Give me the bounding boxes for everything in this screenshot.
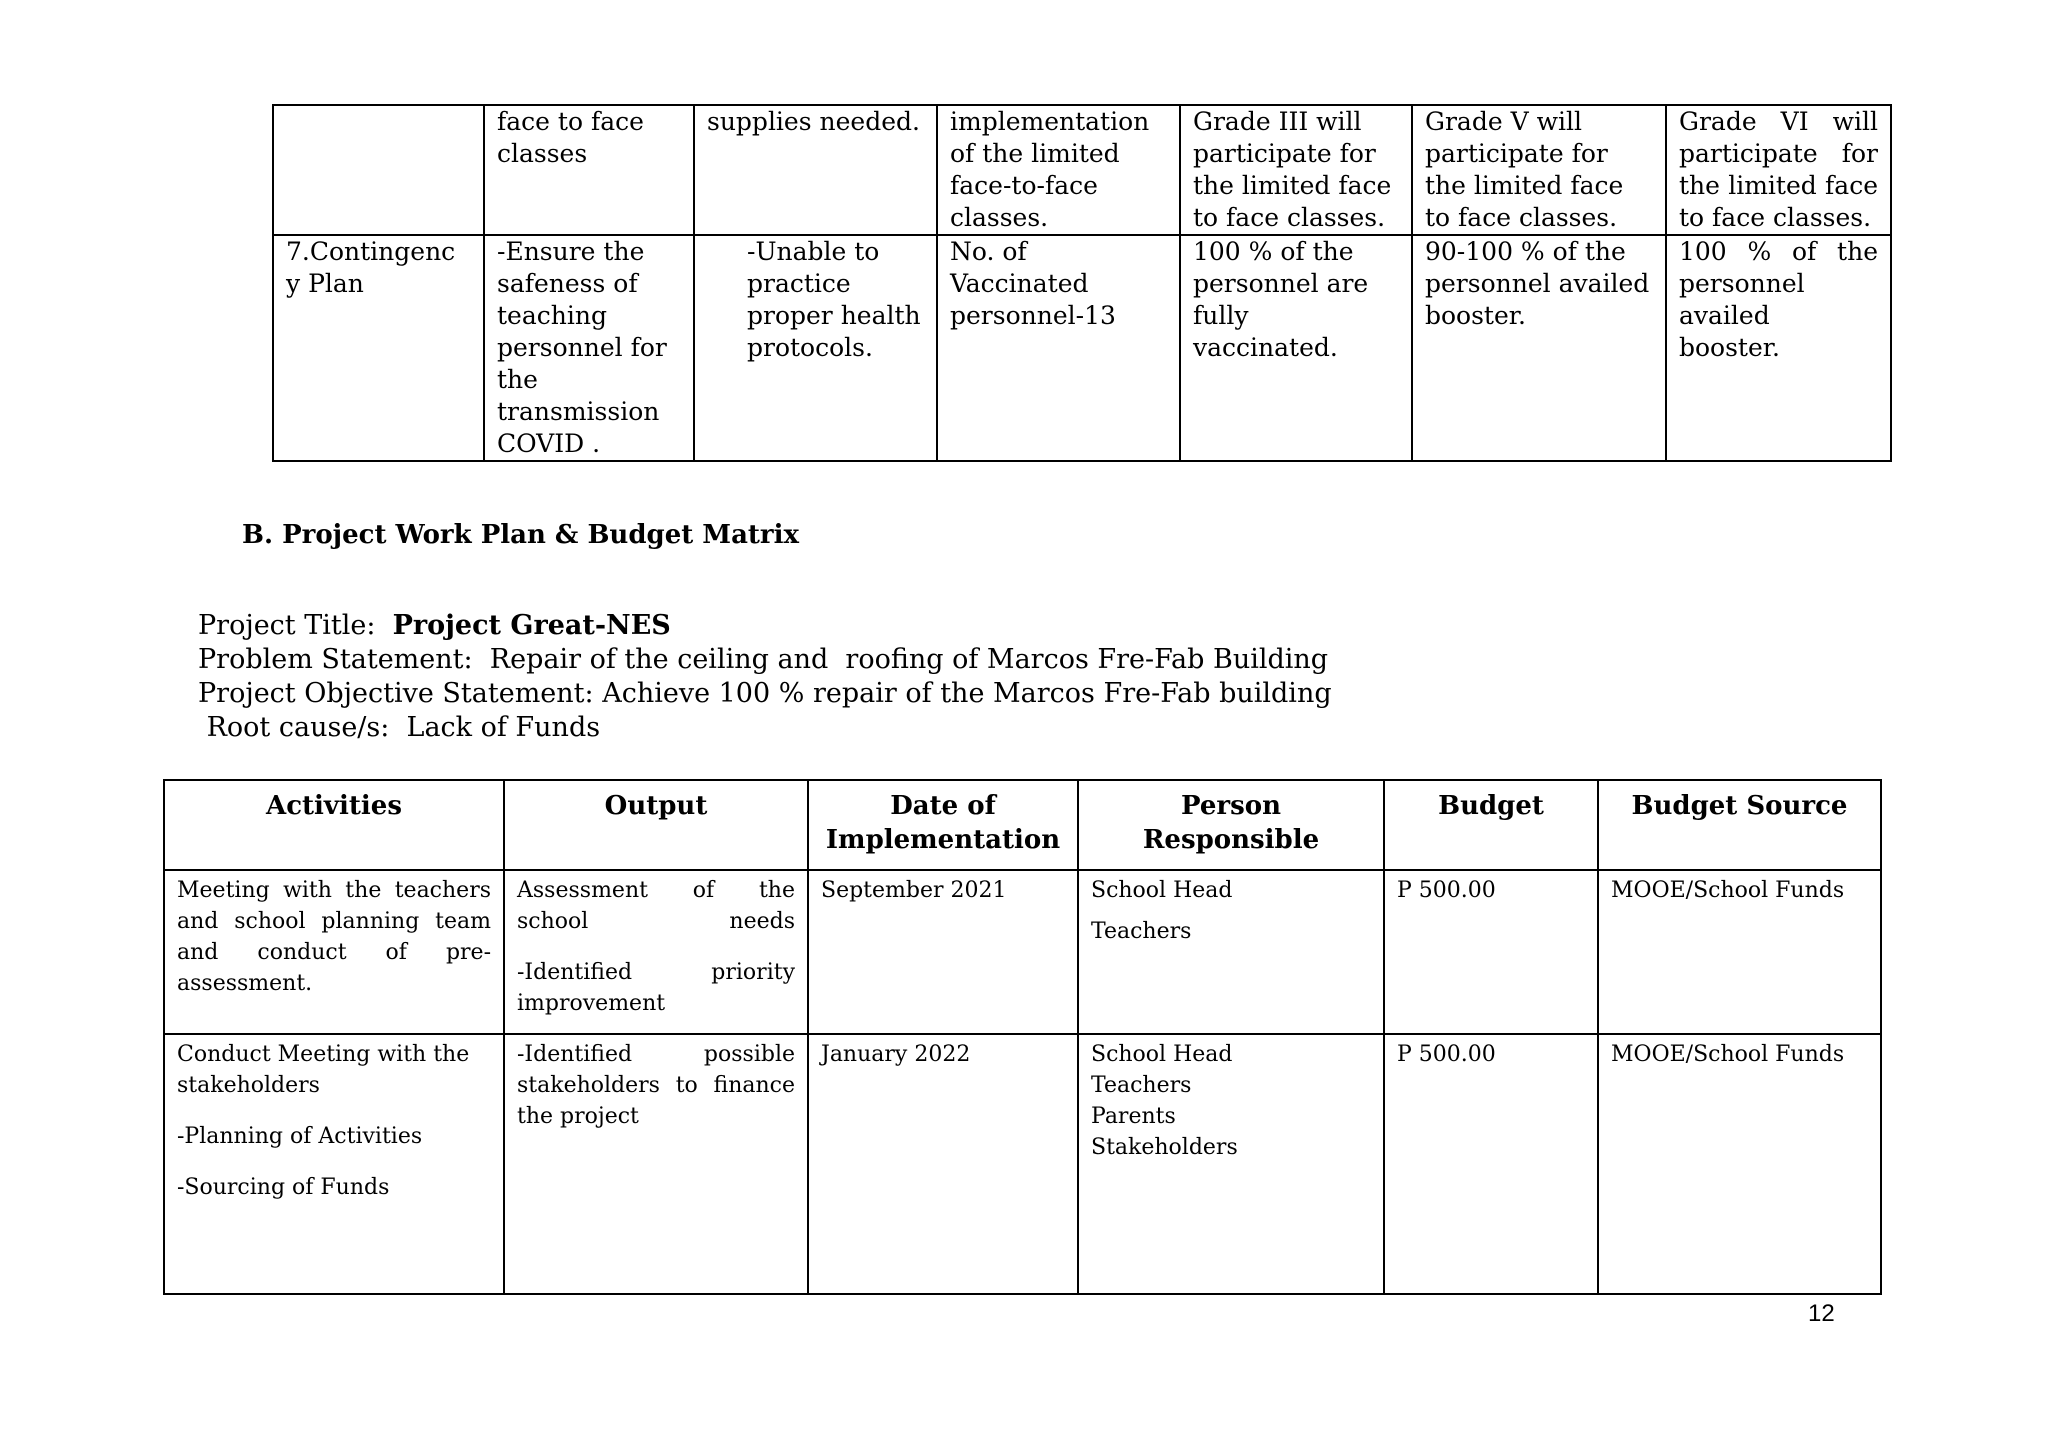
activity-text: -Sourcing of Funds [177, 1175, 390, 1200]
date-cell: January 2022 [808, 1034, 1078, 1294]
activity-text: Conduct Meeting with the stakeholders [177, 1042, 470, 1098]
project-title-value: Project Great-NES [392, 610, 671, 641]
table-cell: face to face classes [484, 105, 694, 235]
work-plan-table [163, 779, 1882, 1295]
column-header-output: Output [504, 780, 808, 870]
output-cell [504, 870, 808, 1034]
table-cell: Grade VI will participate for the limited face to face classes. [1666, 105, 1891, 235]
table-cell: supplies needed. [694, 105, 937, 235]
contingency-table [272, 104, 1892, 462]
section-heading: B. Project Work Plan & Budget Matrix [242, 520, 800, 550]
activity-text: -Planning of Activities [177, 1124, 423, 1149]
budget-cell: P 500.00 [1384, 870, 1598, 1034]
project-title [198, 610, 671, 641]
person-cell [1078, 870, 1384, 1034]
source-cell: MOOE/School Funds [1598, 870, 1881, 1034]
table-cell: 100 % of the personnel are fully vaccinated. [1180, 235, 1412, 461]
page-number: 12 [1808, 1300, 1835, 1327]
table-cell: Grade III will participate for the limited face to face classes. [1180, 105, 1412, 235]
table-row [164, 1034, 1881, 1294]
table-cell: 100 % of the personnel availed booster. [1666, 235, 1891, 461]
table-cell: No. of Vaccinated personnel-13 [937, 235, 1180, 461]
activity-text: Meeting with the teachers and school planning team and conduct of pre-assessment. [177, 878, 491, 996]
output-text: Assessment of the school needs [517, 878, 795, 934]
date-cell: September 2021 [808, 870, 1078, 1034]
project-title-label: Project Title: [198, 610, 393, 641]
budget-cell: P 500.00 [1384, 1034, 1598, 1294]
output-cell [504, 1034, 808, 1294]
activities-cell [164, 1034, 504, 1294]
table-cell: -Unable to practice proper health protocols. [694, 235, 937, 461]
column-header-source: Budget Source [1598, 780, 1881, 870]
objective-statement: Project Objective Statement: Achieve 100 % repair of the Marcos Fre-Fab building [198, 678, 1332, 709]
table-cell [273, 105, 484, 235]
problem-statement: Problem Statement: Repair of the ceiling and roofing of Marcos Fre-Fab Building [198, 644, 1329, 675]
table-cell: -Ensure the safeness of teaching personnel for the transmission COVID . [484, 235, 694, 461]
root-cause: Root cause/s: Lack of Funds [198, 712, 601, 743]
output-text: -Identified priority improvement [517, 960, 795, 1016]
table-cell: 7.Contingenc y Plan [273, 235, 484, 461]
person-text: Teachers [1091, 1073, 1192, 1098]
output-text: -Identified possible stakeholders to finance the project [517, 1042, 795, 1129]
person-text: Parents [1091, 1104, 1176, 1129]
table-cell: 90-100 % of the personnel availed booster. [1412, 235, 1666, 461]
person-text: Stakeholders [1091, 1135, 1238, 1160]
column-header-budget: Budget [1384, 780, 1598, 870]
table-cell: implementation of the limited face-to-face classes. [937, 105, 1180, 235]
column-header-date: Date of Implementation [808, 780, 1078, 870]
person-cell [1078, 1034, 1384, 1294]
table-row [273, 235, 1891, 461]
table-row [273, 105, 1891, 235]
column-header-person: Person Responsible [1078, 780, 1384, 870]
table-header-row [164, 780, 1881, 870]
source-cell: MOOE/School Funds [1598, 1034, 1881, 1294]
table-cell: Grade V will participate for the limited face to face classes. [1412, 105, 1666, 235]
person-text: Teachers [1091, 919, 1192, 944]
activities-cell [164, 870, 504, 1034]
column-header-activities: Activities [164, 780, 504, 870]
person-text: School Head [1091, 1042, 1233, 1067]
person-text: School Head [1091, 878, 1233, 903]
table-row [164, 870, 1881, 1034]
